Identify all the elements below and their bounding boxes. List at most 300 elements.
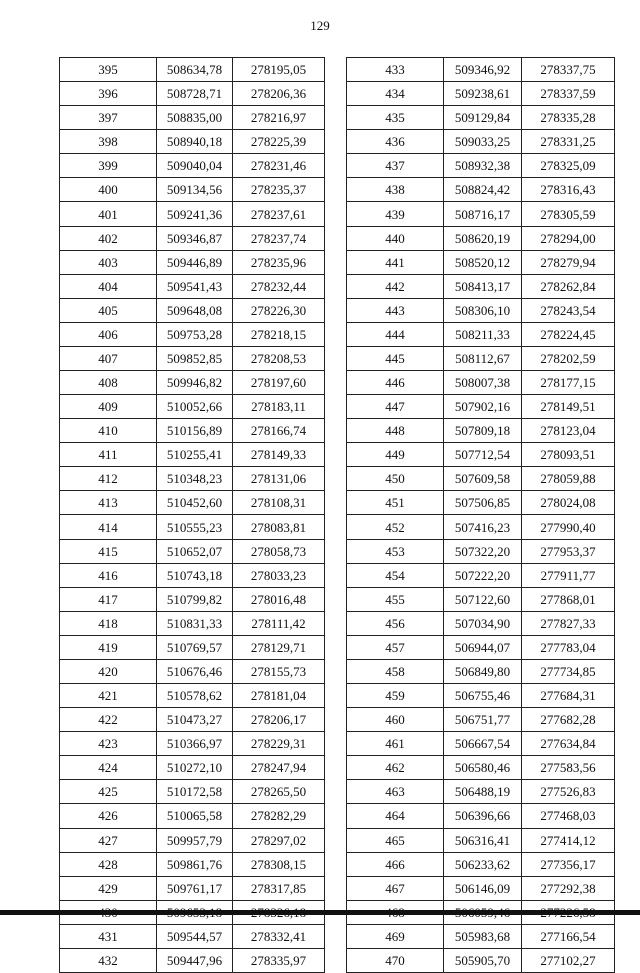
x-coordinate-cell: 507506,85 (444, 491, 522, 515)
x-coordinate-cell: 506944,07 (444, 635, 522, 659)
table-row (60, 611, 325, 635)
x-coordinate-cell: 508932,38 (444, 154, 522, 178)
x-coordinate-cell: 506849,80 (444, 659, 522, 683)
point-number-cell: 402 (60, 226, 157, 250)
y-coordinate-cell: 278337,59 (522, 82, 615, 106)
point-number-cell: 396 (60, 82, 157, 106)
table-row (60, 804, 325, 828)
point-number-cell: 407 (60, 346, 157, 370)
y-coordinate-cell: 278033,23 (233, 563, 325, 587)
point-number-cell: 406 (60, 322, 157, 346)
point-number-cell: 416 (60, 563, 157, 587)
y-coordinate-cell: 278229,31 (233, 732, 325, 756)
point-number-cell: 405 (60, 298, 157, 322)
point-number-cell: 410 (60, 419, 157, 443)
table-row (60, 756, 325, 780)
y-coordinate-cell: 277414,12 (522, 828, 615, 852)
y-coordinate-cell: 278224,45 (522, 322, 615, 346)
table-row (347, 274, 615, 298)
y-coordinate-cell: 278197,60 (233, 371, 325, 395)
y-coordinate-cell: 278231,46 (233, 154, 325, 178)
x-coordinate-cell: 510676,46 (157, 659, 233, 683)
y-coordinate-cell: 278166,74 (233, 419, 325, 443)
x-coordinate-cell: 509946,82 (157, 371, 233, 395)
point-number-cell: 431 (60, 924, 157, 948)
y-coordinate-cell: 278024,08 (522, 491, 615, 515)
point-number-cell: 467 (347, 876, 444, 900)
point-number-cell: 457 (347, 635, 444, 659)
point-number-cell: 452 (347, 515, 444, 539)
table-row (60, 708, 325, 732)
y-coordinate-cell: 278316,43 (522, 178, 615, 202)
y-coordinate-cell: 278237,61 (233, 202, 325, 226)
y-coordinate-cell: 278195,05 (233, 58, 325, 82)
x-coordinate-cell: 505983,68 (444, 924, 522, 948)
y-coordinate-cell: 278218,15 (233, 322, 325, 346)
table-row (347, 443, 615, 467)
table-row (347, 178, 615, 202)
y-coordinate-cell: 278297,02 (233, 828, 325, 852)
y-coordinate-cell: 277166,54 (522, 924, 615, 948)
y-coordinate-cell: 278331,25 (522, 130, 615, 154)
table-row (347, 563, 615, 587)
point-number-cell: 439 (347, 202, 444, 226)
y-coordinate-cell: 278237,74 (233, 226, 325, 250)
y-coordinate-cell: 278177,15 (522, 371, 615, 395)
point-number-cell: 436 (347, 130, 444, 154)
x-coordinate-cell: 508728,71 (157, 82, 233, 106)
y-coordinate-cell: 277734,85 (522, 659, 615, 683)
table-row (60, 298, 325, 322)
x-coordinate-cell: 508211,33 (444, 322, 522, 346)
x-coordinate-cell: 509346,87 (157, 226, 233, 250)
y-coordinate-cell: 278149,33 (233, 443, 325, 467)
table-row (60, 948, 325, 972)
y-coordinate-cell: 278181,04 (233, 684, 325, 708)
table-row (347, 948, 615, 972)
x-coordinate-cell: 506396,66 (444, 804, 522, 828)
x-coordinate-cell: 509238,61 (444, 82, 522, 106)
table-row (60, 539, 325, 563)
point-number-cell: 449 (347, 443, 444, 467)
point-number-cell: 419 (60, 635, 157, 659)
table-row (60, 130, 325, 154)
y-coordinate-cell: 278308,15 (233, 852, 325, 876)
point-number-cell: 421 (60, 684, 157, 708)
table-row (347, 924, 615, 948)
y-coordinate-cell: 277684,31 (522, 684, 615, 708)
table-row (60, 395, 325, 419)
x-coordinate-cell: 510052,66 (157, 395, 233, 419)
table-row (60, 876, 325, 900)
x-coordinate-cell: 507222,20 (444, 563, 522, 587)
table-row (60, 419, 325, 443)
point-number-cell: 466 (347, 852, 444, 876)
y-coordinate-cell: 278235,96 (233, 250, 325, 274)
x-coordinate-cell: 509648,08 (157, 298, 233, 322)
y-coordinate-cell: 278083,81 (233, 515, 325, 539)
y-coordinate-cell: 278232,44 (233, 274, 325, 298)
y-coordinate-cell: 278243,54 (522, 298, 615, 322)
x-coordinate-cell: 510769,57 (157, 635, 233, 659)
x-coordinate-cell: 510652,07 (157, 539, 233, 563)
table-row (60, 467, 325, 491)
table-row (60, 828, 325, 852)
table-row (347, 515, 615, 539)
x-coordinate-cell: 506488,19 (444, 780, 522, 804)
table-row (347, 202, 615, 226)
point-number-cell: 400 (60, 178, 157, 202)
point-number-cell: 448 (347, 419, 444, 443)
table-row (347, 684, 615, 708)
table-row (347, 611, 615, 635)
table-row (60, 82, 325, 106)
point-number-cell: 464 (347, 804, 444, 828)
x-coordinate-cell: 509852,85 (157, 346, 233, 370)
point-number-cell: 456 (347, 611, 444, 635)
x-coordinate-cell: 509346,92 (444, 58, 522, 82)
table-row (347, 419, 615, 443)
y-coordinate-cell: 277783,04 (522, 635, 615, 659)
y-coordinate-cell: 277356,17 (522, 852, 615, 876)
y-coordinate-cell: 278335,97 (233, 948, 325, 972)
x-coordinate-cell: 510831,33 (157, 611, 233, 635)
point-number-cell: 446 (347, 371, 444, 395)
x-coordinate-cell: 507322,20 (444, 539, 522, 563)
point-number-cell: 432 (60, 948, 157, 972)
table-row (60, 587, 325, 611)
y-coordinate-cell: 278129,71 (233, 635, 325, 659)
table-row (60, 732, 325, 756)
x-coordinate-cell: 509541,43 (157, 274, 233, 298)
x-coordinate-cell: 510255,41 (157, 443, 233, 467)
table-row (347, 708, 615, 732)
point-number-cell: 461 (347, 732, 444, 756)
table-row (347, 659, 615, 683)
y-coordinate-cell: 278226,30 (233, 298, 325, 322)
table-row (60, 178, 325, 202)
y-coordinate-cell: 278317,85 (233, 876, 325, 900)
coordinates-table-right (346, 57, 615, 973)
table-row (347, 58, 615, 82)
x-coordinate-cell: 506316,41 (444, 828, 522, 852)
y-coordinate-cell: 278059,88 (522, 467, 615, 491)
table-row (347, 82, 615, 106)
point-number-cell: 470 (347, 948, 444, 972)
bottom-edge-rule (0, 910, 640, 915)
x-coordinate-cell: 506667,54 (444, 732, 522, 756)
x-coordinate-cell: 509753,28 (157, 322, 233, 346)
coordinates-table-right-body (347, 58, 615, 973)
x-coordinate-cell: 508940,18 (157, 130, 233, 154)
table-row (60, 443, 325, 467)
y-coordinate-cell: 278225,39 (233, 130, 325, 154)
point-number-cell: 443 (347, 298, 444, 322)
x-coordinate-cell: 508306,10 (444, 298, 522, 322)
point-number-cell: 441 (347, 250, 444, 274)
table-row (347, 154, 615, 178)
x-coordinate-cell: 510348,23 (157, 467, 233, 491)
point-number-cell: 429 (60, 876, 157, 900)
table-row (60, 659, 325, 683)
x-coordinate-cell: 508413,17 (444, 274, 522, 298)
y-coordinate-cell: 278202,59 (522, 346, 615, 370)
y-coordinate-cell: 277911,77 (522, 563, 615, 587)
table-row (347, 250, 615, 274)
point-number-cell: 454 (347, 563, 444, 587)
point-number-cell: 435 (347, 106, 444, 130)
table-row (347, 587, 615, 611)
x-coordinate-cell: 508007,38 (444, 371, 522, 395)
table-row (347, 635, 615, 659)
table-row (347, 371, 615, 395)
point-number-cell: 397 (60, 106, 157, 130)
point-number-cell: 459 (347, 684, 444, 708)
point-number-cell: 415 (60, 539, 157, 563)
point-number-cell: 422 (60, 708, 157, 732)
x-coordinate-cell: 510743,18 (157, 563, 233, 587)
x-coordinate-cell: 508634,78 (157, 58, 233, 82)
y-coordinate-cell: 277468,03 (522, 804, 615, 828)
y-coordinate-cell: 278265,50 (233, 780, 325, 804)
table-row (60, 322, 325, 346)
y-coordinate-cell: 277827,33 (522, 611, 615, 635)
point-number-cell: 463 (347, 780, 444, 804)
table-row (60, 346, 325, 370)
x-coordinate-cell: 510366,97 (157, 732, 233, 756)
table-row (60, 202, 325, 226)
point-number-cell: 424 (60, 756, 157, 780)
coordinates-table-left-body (60, 58, 325, 973)
point-number-cell: 437 (347, 154, 444, 178)
point-number-cell: 465 (347, 828, 444, 852)
table-row (60, 58, 325, 82)
y-coordinate-cell: 277868,01 (522, 587, 615, 611)
point-number-cell: 451 (347, 491, 444, 515)
point-number-cell: 420 (60, 659, 157, 683)
table-row (347, 395, 615, 419)
point-number-cell: 438 (347, 178, 444, 202)
coordinates-table-left (59, 57, 325, 973)
y-coordinate-cell: 277583,56 (522, 756, 615, 780)
table-row (347, 732, 615, 756)
table-row (60, 684, 325, 708)
x-coordinate-cell: 509447,96 (157, 948, 233, 972)
y-coordinate-cell: 278093,51 (522, 443, 615, 467)
x-coordinate-cell: 510799,82 (157, 587, 233, 611)
point-number-cell: 401 (60, 202, 157, 226)
x-coordinate-cell: 509544,57 (157, 924, 233, 948)
x-coordinate-cell: 509040,04 (157, 154, 233, 178)
y-coordinate-cell: 278247,94 (233, 756, 325, 780)
table-row (347, 346, 615, 370)
point-number-cell: 414 (60, 515, 157, 539)
x-coordinate-cell: 510065,58 (157, 804, 233, 828)
x-coordinate-cell: 510578,62 (157, 684, 233, 708)
table-row (60, 924, 325, 948)
x-coordinate-cell: 508520,12 (444, 250, 522, 274)
x-coordinate-cell: 509129,84 (444, 106, 522, 130)
y-coordinate-cell: 278262,84 (522, 274, 615, 298)
point-number-cell: 413 (60, 491, 157, 515)
y-coordinate-cell: 277634,84 (522, 732, 615, 756)
point-number-cell: 433 (347, 58, 444, 82)
y-coordinate-cell: 278108,31 (233, 491, 325, 515)
table-row (347, 298, 615, 322)
y-coordinate-cell: 278235,37 (233, 178, 325, 202)
x-coordinate-cell: 509241,36 (157, 202, 233, 226)
x-coordinate-cell: 506580,46 (444, 756, 522, 780)
y-coordinate-cell: 278016,48 (233, 587, 325, 611)
y-coordinate-cell: 278155,73 (233, 659, 325, 683)
point-number-cell: 412 (60, 467, 157, 491)
x-coordinate-cell: 509761,17 (157, 876, 233, 900)
point-number-cell: 423 (60, 732, 157, 756)
table-row (60, 852, 325, 876)
table-row (347, 106, 615, 130)
table-row (60, 371, 325, 395)
point-number-cell: 447 (347, 395, 444, 419)
point-number-cell: 425 (60, 780, 157, 804)
x-coordinate-cell: 510452,60 (157, 491, 233, 515)
point-number-cell: 460 (347, 708, 444, 732)
point-number-cell: 428 (60, 852, 157, 876)
table-row (347, 491, 615, 515)
point-number-cell: 411 (60, 443, 157, 467)
x-coordinate-cell: 507809,18 (444, 419, 522, 443)
y-coordinate-cell: 278216,97 (233, 106, 325, 130)
x-coordinate-cell: 508620,19 (444, 226, 522, 250)
table-row (60, 515, 325, 539)
table-row (347, 828, 615, 852)
table-row (60, 226, 325, 250)
x-coordinate-cell: 507416,23 (444, 515, 522, 539)
x-coordinate-cell: 509446,89 (157, 250, 233, 274)
x-coordinate-cell: 506146,09 (444, 876, 522, 900)
x-coordinate-cell: 509134,56 (157, 178, 233, 202)
y-coordinate-cell: 277990,40 (522, 515, 615, 539)
point-number-cell: 417 (60, 587, 157, 611)
x-coordinate-cell: 507034,90 (444, 611, 522, 635)
table-row (60, 106, 325, 130)
table-row (347, 852, 615, 876)
x-coordinate-cell: 510473,27 (157, 708, 233, 732)
x-coordinate-cell: 510272,10 (157, 756, 233, 780)
point-number-cell: 409 (60, 395, 157, 419)
point-number-cell: 426 (60, 804, 157, 828)
table-row (60, 250, 325, 274)
x-coordinate-cell: 509861,76 (157, 852, 233, 876)
y-coordinate-cell: 278123,04 (522, 419, 615, 443)
point-number-cell: 453 (347, 539, 444, 563)
table-row (347, 539, 615, 563)
table-row (347, 467, 615, 491)
table-row (60, 274, 325, 298)
point-number-cell: 434 (347, 82, 444, 106)
x-coordinate-cell: 507902,16 (444, 395, 522, 419)
point-number-cell: 404 (60, 274, 157, 298)
point-number-cell: 399 (60, 154, 157, 178)
y-coordinate-cell: 278294,00 (522, 226, 615, 250)
point-number-cell: 440 (347, 226, 444, 250)
x-coordinate-cell: 507712,54 (444, 443, 522, 467)
table-row (347, 876, 615, 900)
y-coordinate-cell: 277526,83 (522, 780, 615, 804)
y-coordinate-cell: 278058,73 (233, 539, 325, 563)
point-number-cell: 469 (347, 924, 444, 948)
table-row (60, 635, 325, 659)
x-coordinate-cell: 508716,17 (444, 202, 522, 226)
y-coordinate-cell: 278282,29 (233, 804, 325, 828)
point-number-cell: 455 (347, 587, 444, 611)
y-coordinate-cell: 278305,59 (522, 202, 615, 226)
x-coordinate-cell: 508824,42 (444, 178, 522, 202)
x-coordinate-cell: 507609,58 (444, 467, 522, 491)
point-number-cell: 445 (347, 346, 444, 370)
x-coordinate-cell: 506233,62 (444, 852, 522, 876)
point-number-cell: 458 (347, 659, 444, 683)
x-coordinate-cell: 510156,89 (157, 419, 233, 443)
y-coordinate-cell: 278335,28 (522, 106, 615, 130)
point-number-cell: 427 (60, 828, 157, 852)
y-coordinate-cell: 278131,06 (233, 467, 325, 491)
table-row (347, 322, 615, 346)
x-coordinate-cell: 508835,00 (157, 106, 233, 130)
y-coordinate-cell: 278325,09 (522, 154, 615, 178)
point-number-cell: 418 (60, 611, 157, 635)
x-coordinate-cell: 508112,67 (444, 346, 522, 370)
point-number-cell: 450 (347, 467, 444, 491)
x-coordinate-cell: 505905,70 (444, 948, 522, 972)
y-coordinate-cell: 277102,27 (522, 948, 615, 972)
table-row (60, 154, 325, 178)
x-coordinate-cell: 509033,25 (444, 130, 522, 154)
page-number: 129 (310, 18, 330, 33)
table-row (60, 780, 325, 804)
y-coordinate-cell: 278111,42 (233, 611, 325, 635)
y-coordinate-cell: 278279,94 (522, 250, 615, 274)
x-coordinate-cell: 510555,23 (157, 515, 233, 539)
y-coordinate-cell: 278206,36 (233, 82, 325, 106)
y-coordinate-cell: 277953,37 (522, 539, 615, 563)
y-coordinate-cell: 278208,53 (233, 346, 325, 370)
point-number-cell: 403 (60, 250, 157, 274)
point-number-cell: 398 (60, 130, 157, 154)
table-row (347, 130, 615, 154)
y-coordinate-cell: 278206,17 (233, 708, 325, 732)
x-coordinate-cell: 507122,60 (444, 587, 522, 611)
table-row (347, 756, 615, 780)
point-number-cell: 408 (60, 371, 157, 395)
point-number-cell: 444 (347, 322, 444, 346)
point-number-cell: 462 (347, 756, 444, 780)
x-coordinate-cell: 506755,46 (444, 684, 522, 708)
table-row (347, 226, 615, 250)
y-coordinate-cell: 278149,51 (522, 395, 615, 419)
y-coordinate-cell: 278337,75 (522, 58, 615, 82)
table-row (60, 563, 325, 587)
y-coordinate-cell: 278183,11 (233, 395, 325, 419)
point-number-cell: 442 (347, 274, 444, 298)
table-row (347, 804, 615, 828)
x-coordinate-cell: 510172,58 (157, 780, 233, 804)
y-coordinate-cell: 278332,41 (233, 924, 325, 948)
table-row (347, 780, 615, 804)
table-row (60, 491, 325, 515)
x-coordinate-cell: 509957,79 (157, 828, 233, 852)
y-coordinate-cell: 277682,28 (522, 708, 615, 732)
y-coordinate-cell: 277292,38 (522, 876, 615, 900)
